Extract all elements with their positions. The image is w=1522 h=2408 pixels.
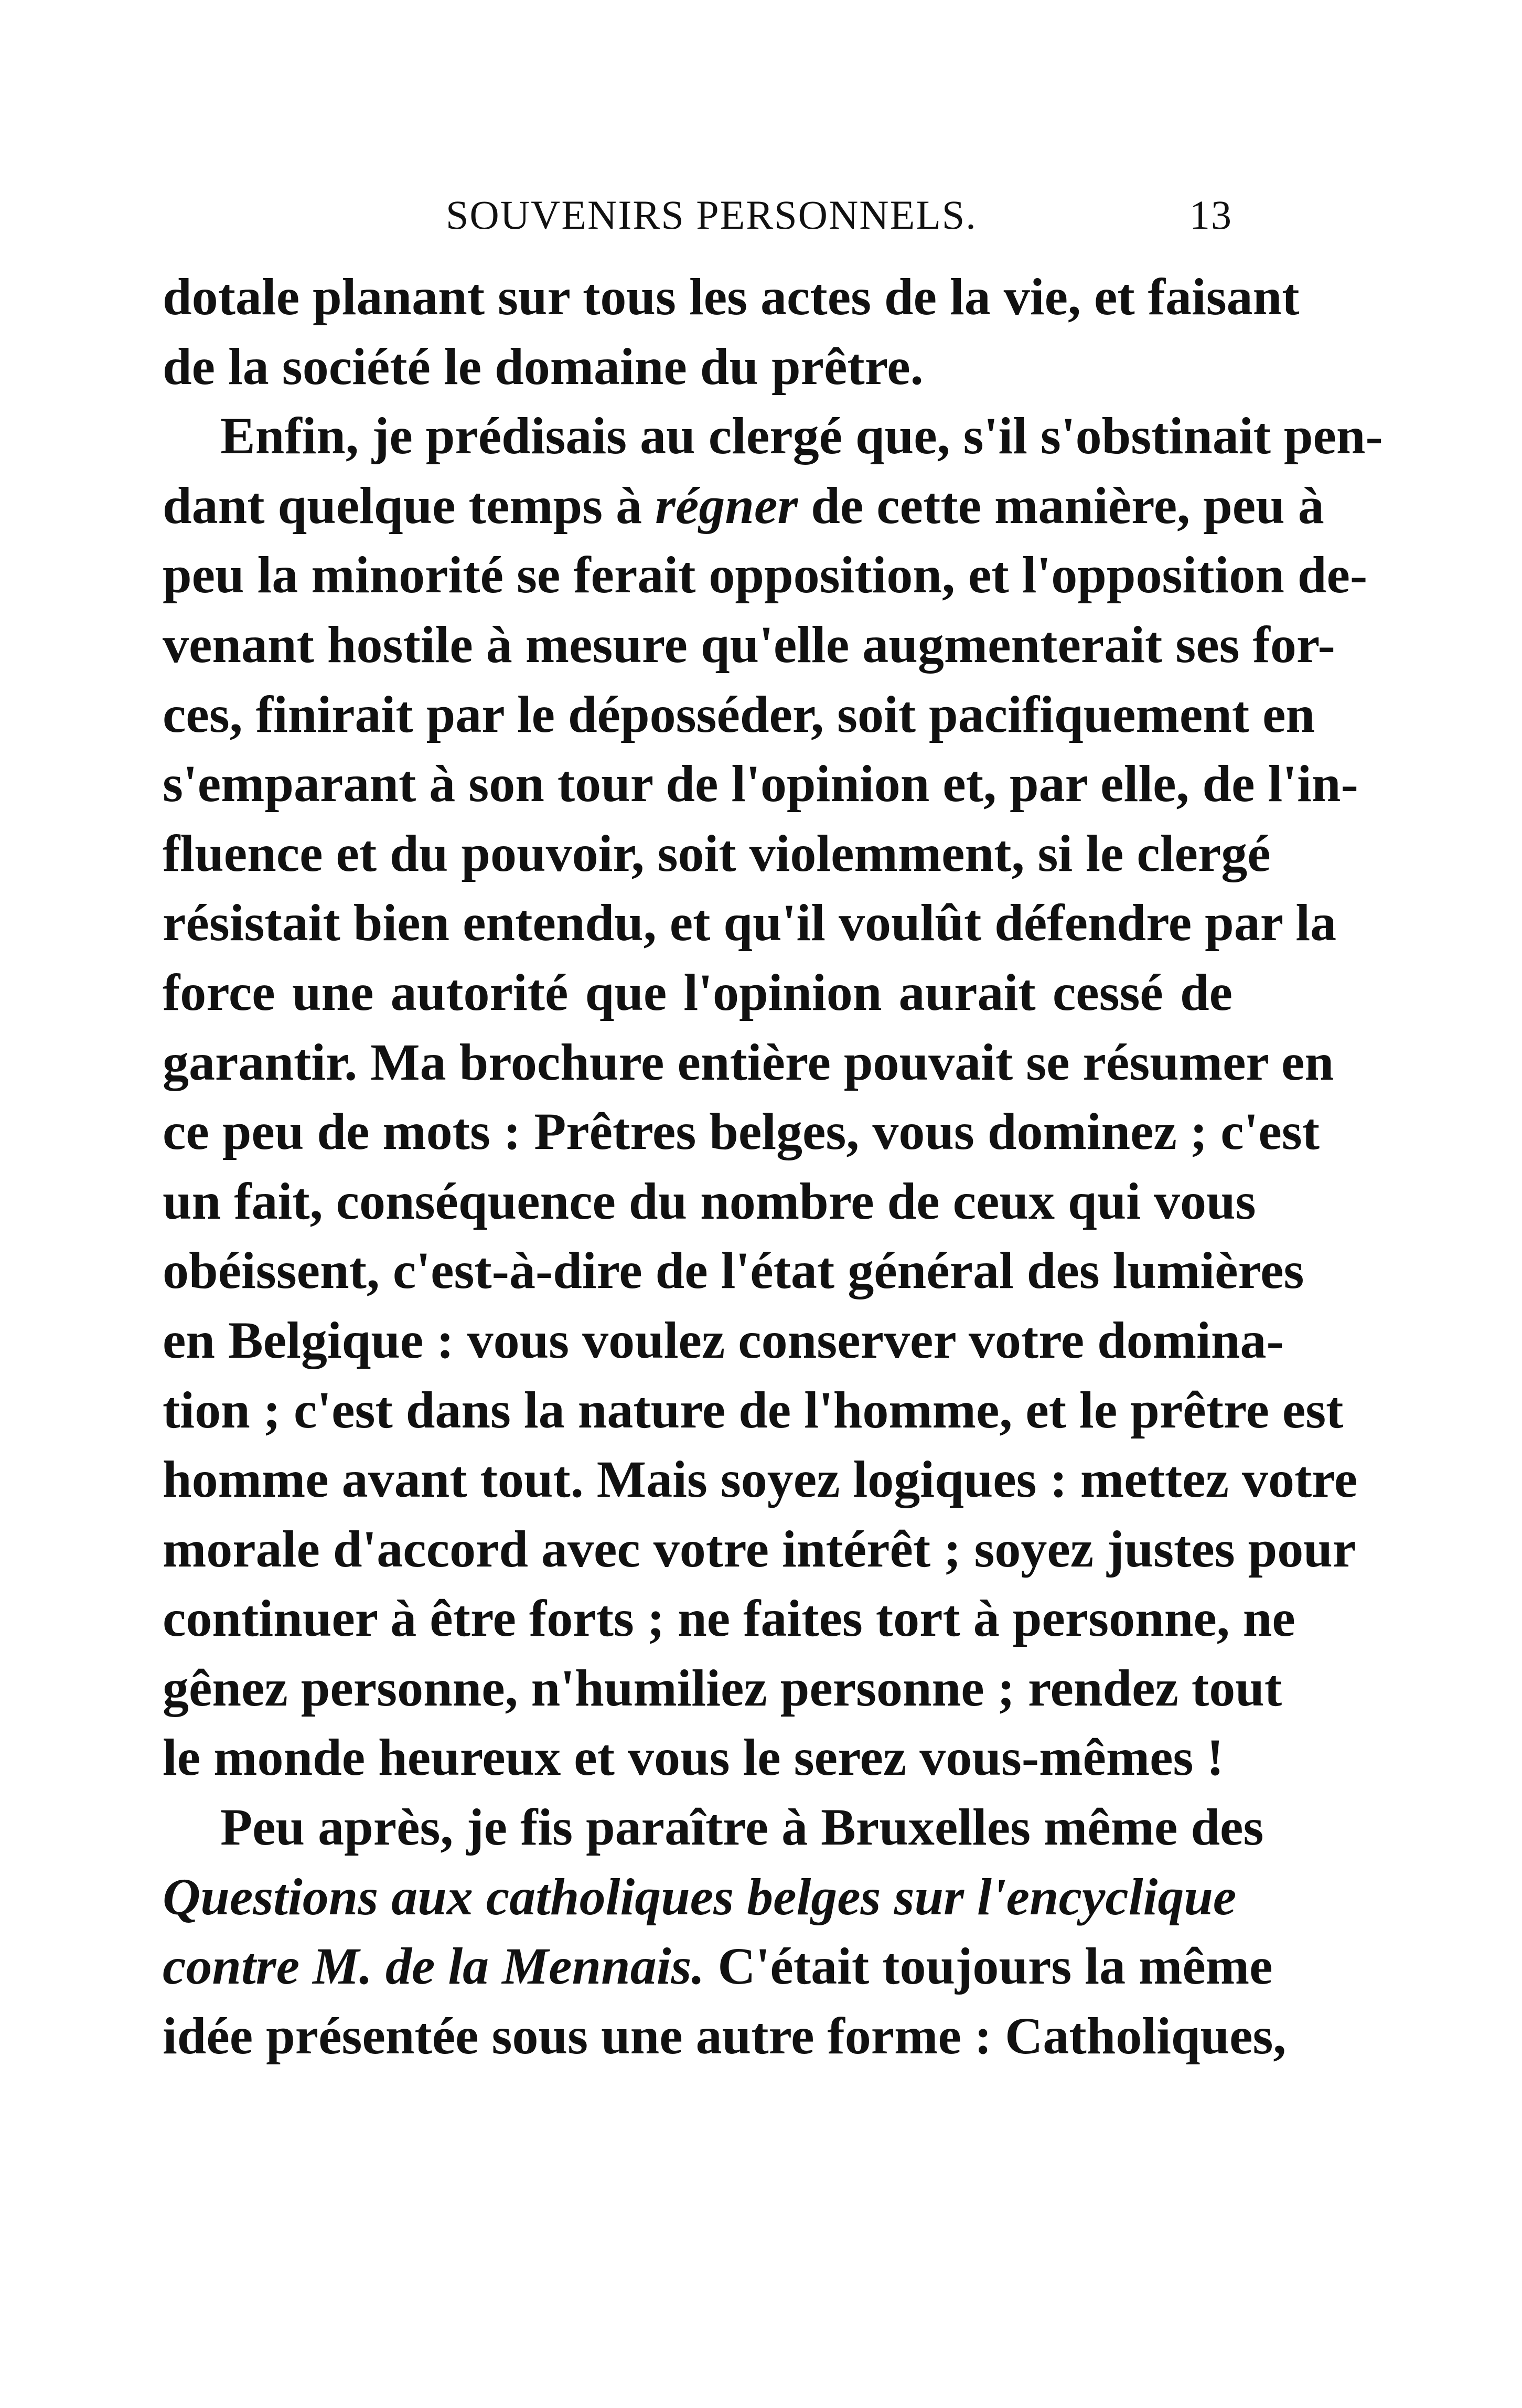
text-line: ce peu de mots : Prêtres belges, vous dominez ; c'est xyxy=(163,1102,1320,1161)
text-line: de la société le domaine du prêtre. xyxy=(163,337,924,396)
text-line: force une autorité que l'opinion aurait cessé de xyxy=(163,963,1232,1021)
paragraph-start-line: Peu après, je fis paraître à Bruxelles même des xyxy=(220,1798,1264,1857)
text-line: dotale planant sur tous les actes de la vie, et faisant xyxy=(163,268,1300,326)
italic-word: régner xyxy=(655,476,798,535)
text-line: venant hostile à mesure qu'elle augmenterait ses for- xyxy=(163,615,1335,674)
text-line: résistait bien entendu, et qu'il voulût défendre par la xyxy=(163,893,1337,952)
text-line: idée présentée sous une autre forme : Catholiques, xyxy=(163,2006,1287,2065)
text-line xyxy=(163,471,1324,541)
text-line: peu la minorité se ferait opposition, et l'opposition de- xyxy=(163,546,1368,604)
text-line: gênez personne, n'humiliez personne ; rendez tout xyxy=(163,1658,1282,1717)
page-number: 13 xyxy=(1189,192,1232,238)
text-line: un fait, conséquence du nombre de ceux qui vous xyxy=(163,1171,1256,1230)
text-line: tion ; c'est dans la nature de l'homme, et le prêtre est xyxy=(163,1380,1344,1439)
text-line: continuer à être forts ; ne faites tort à personne, ne xyxy=(163,1589,1295,1648)
italic-title: contre M. de la Mennais. xyxy=(163,1937,705,1996)
text-line: s'emparant à son tour de l'opinion et, par elle, de l'in- xyxy=(163,754,1358,813)
text-line: en Belgique : vous voulez conserver votre domina- xyxy=(163,1310,1284,1369)
text-line: ces, finirait par le déposséder, soit pacifiquement en xyxy=(163,685,1315,743)
paragraph-start-line: Enfin, je prédisais au clergé que, s'il s'obstinait pen- xyxy=(220,407,1383,465)
text-line xyxy=(163,1862,1237,1932)
text-line: obéissent, c'est-à-dire de l'état général des lumières xyxy=(163,1241,1304,1300)
text-line: le monde heureux et vous le serez vous-mêmes ! xyxy=(163,1728,1224,1787)
text-line: morale d'accord avec votre intérêt ; soyez justes pour xyxy=(163,1519,1356,1578)
italic-title: Questions aux catholiques belges sur l'encyclique xyxy=(163,1867,1237,1926)
text-segment: dant quelque temps à xyxy=(163,476,656,535)
text-line: fluence et du pouvoir, soit violemment, si le clergé xyxy=(163,824,1271,882)
text-line: garantir. Ma brochure entière pouvait se résumer en xyxy=(163,1032,1334,1091)
text-segment: de cette manière, peu à xyxy=(798,476,1324,535)
text-line: homme avant tout. Mais soyez logiques : mettez votre xyxy=(163,1450,1358,1509)
running-header xyxy=(163,186,1232,244)
running-title: SOUVENIRS PERSONNELS. xyxy=(446,192,977,238)
text-segment: C'était toujours la même xyxy=(704,1937,1273,1996)
text-line xyxy=(163,1932,1273,2001)
body-text xyxy=(163,262,1383,2071)
